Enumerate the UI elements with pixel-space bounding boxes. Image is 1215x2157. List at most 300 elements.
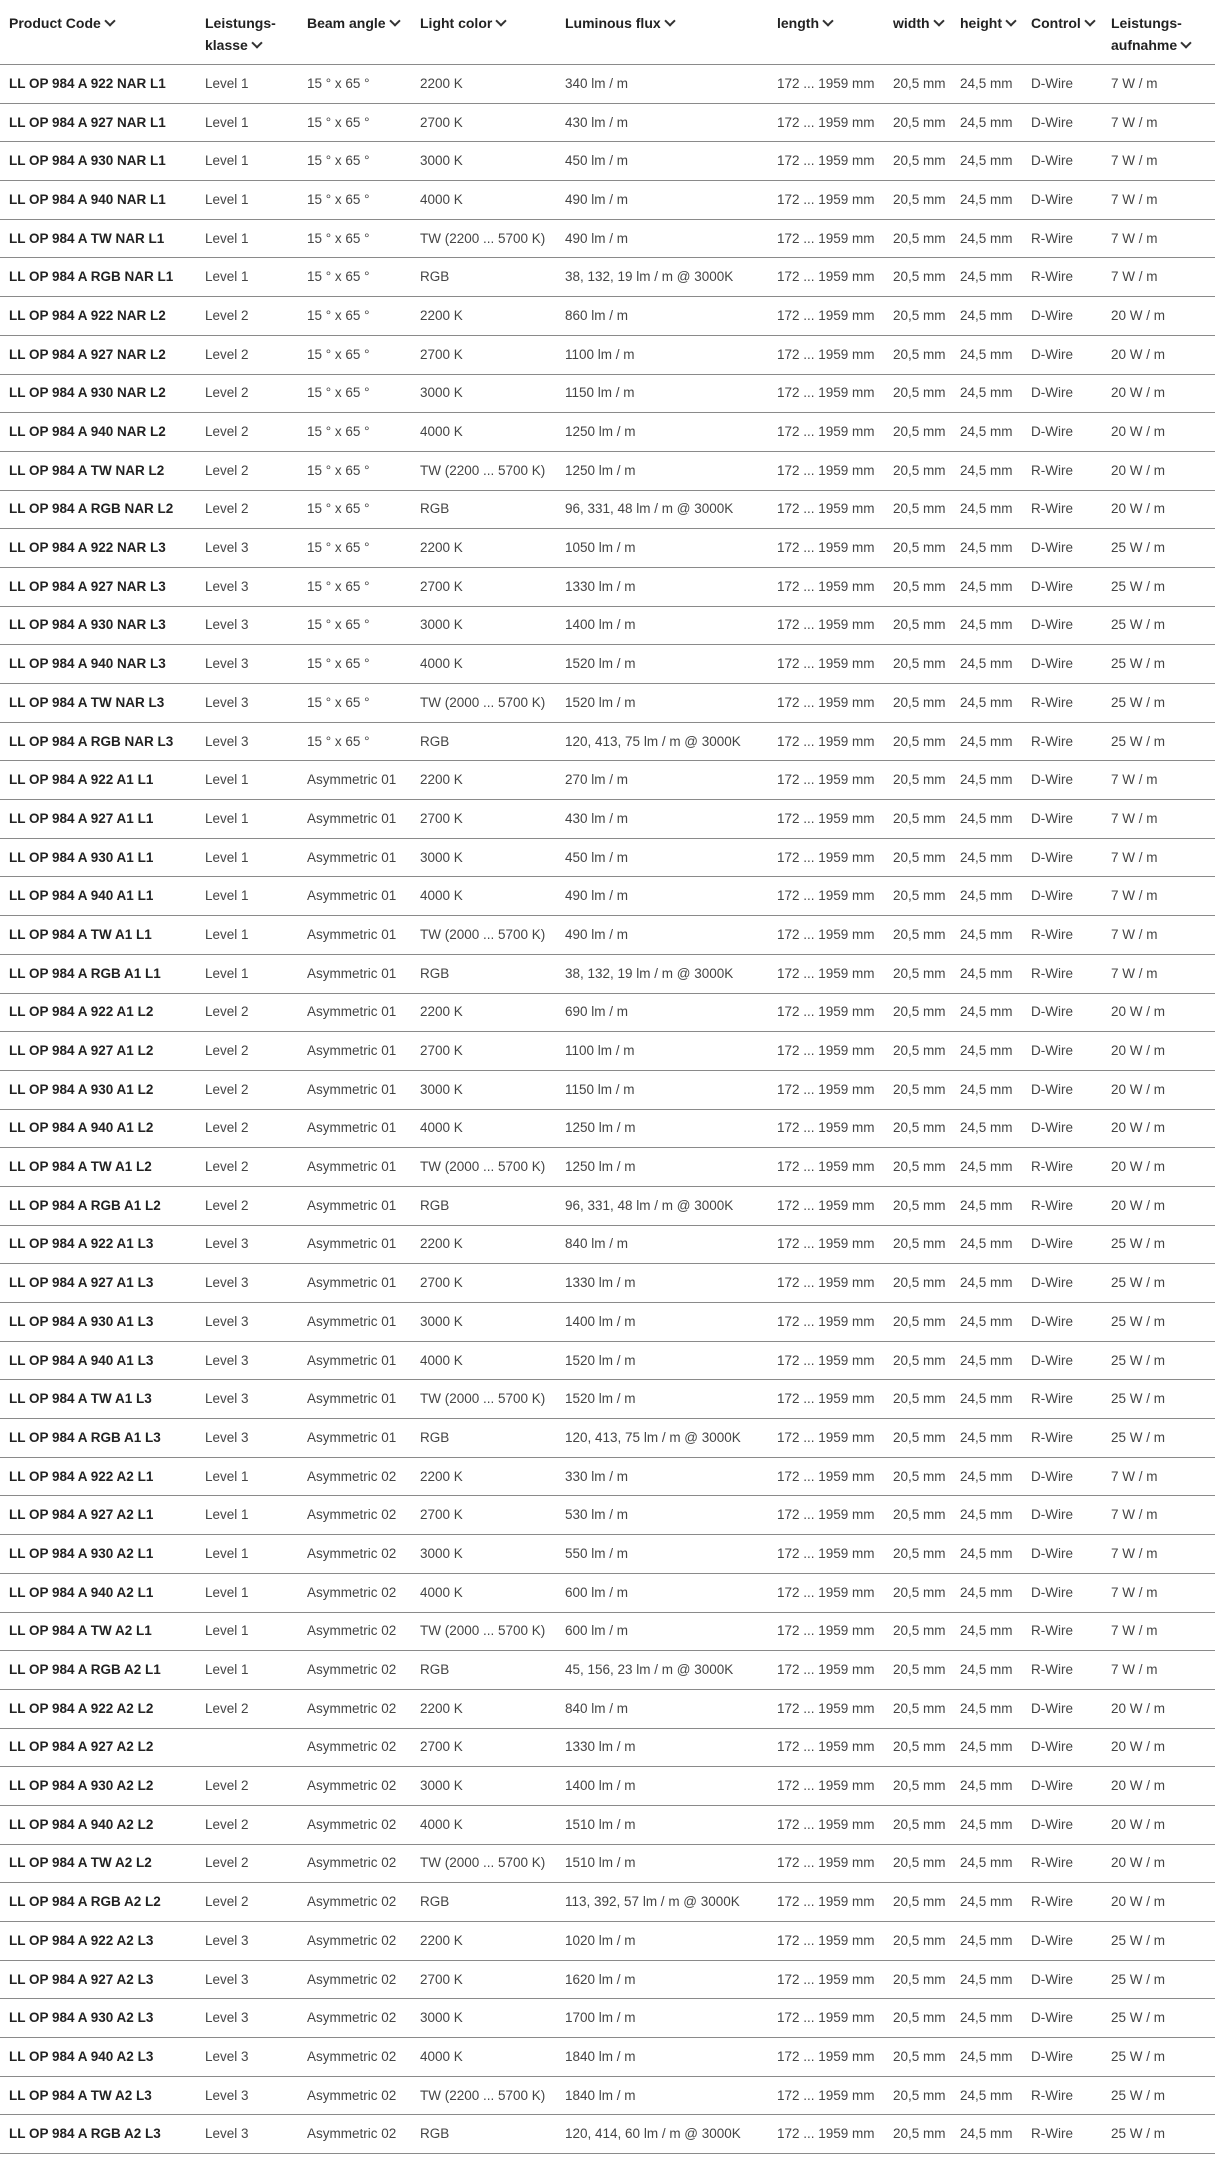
cell-code[interactable]: LL OP 984 A 922 A1 L2 [0, 993, 196, 1032]
cell-control: D-Wire [1022, 567, 1102, 606]
cell-control: D-Wire [1022, 1573, 1102, 1612]
cell-code[interactable]: LL OP 984 A TW A1 L2 [0, 1148, 196, 1187]
cell-width: 20,5 mm [884, 2115, 951, 2154]
cell-flux: 1520 lm / m [556, 684, 768, 723]
table-row[interactable] [0, 219, 1215, 258]
table-row[interactable] [0, 1535, 1215, 1574]
chevron-down-icon[interactable] [251, 37, 262, 48]
cell-code[interactable]: LL OP 984 A RGB A1 L1 [0, 954, 196, 993]
cell-beam: Asymmetric 02 [298, 1883, 411, 1922]
cell-height: 24,5 mm [951, 1805, 1022, 1844]
cell-length: 172 ... 1959 mm [768, 606, 884, 645]
cell-height: 24,5 mm [951, 451, 1022, 490]
table-row[interactable] [0, 606, 1215, 645]
cell-height: 24,5 mm [951, 1070, 1022, 1109]
cell-height: 24,5 mm [951, 606, 1022, 645]
cell-length: 172 ... 1959 mm [768, 65, 884, 104]
cell-control: D-Wire [1022, 1070, 1102, 1109]
table-row[interactable] [0, 1303, 1215, 1342]
table-row[interactable] [0, 65, 1215, 104]
cell-color: 2200 K [411, 993, 556, 1032]
cell-width: 20,5 mm [884, 1883, 951, 1922]
cell-flux: 450 lm / m [556, 838, 768, 877]
cell-control: R-Wire [1022, 684, 1102, 723]
cell-width: 20,5 mm [884, 916, 951, 955]
cell-code[interactable]: LL OP 984 A RGB NAR L1 [0, 258, 196, 297]
cell-beam: 15 ° x 65 ° [298, 451, 411, 490]
table-row[interactable] [0, 1573, 1215, 1612]
cell-code[interactable]: LL OP 984 A TW NAR L3 [0, 684, 196, 723]
table-row[interactable] [0, 1380, 1215, 1419]
table-row[interactable] [0, 838, 1215, 877]
cell-length: 172 ... 1959 mm [768, 567, 884, 606]
cell-code[interactable]: LL OP 984 A 940 A1 L3 [0, 1341, 196, 1380]
cell-code[interactable]: LL OP 984 A 940 A1 L2 [0, 1109, 196, 1148]
cell-klasse: Level 1 [196, 838, 298, 877]
column-header-label: Leistungs-aufnahme [1111, 15, 1182, 53]
cell-flux: 330 lm / m [556, 1457, 768, 1496]
cell-length: 172 ... 1959 mm [768, 877, 884, 916]
cell-beam: Asymmetric 01 [298, 800, 411, 839]
cell-power: 25 W / m [1102, 1922, 1215, 1961]
cell-klasse: Level 3 [196, 606, 298, 645]
cell-color: 4000 K [411, 181, 556, 220]
table-row[interactable] [0, 413, 1215, 452]
cell-power: 7 W / m [1102, 800, 1215, 839]
cell-height: 24,5 mm [951, 567, 1022, 606]
cell-control: D-Wire [1022, 1303, 1102, 1342]
cell-length: 172 ... 1959 mm [768, 1070, 884, 1109]
table-row[interactable] [0, 258, 1215, 297]
cell-klasse: Level 3 [196, 567, 298, 606]
cell-width: 20,5 mm [884, 606, 951, 645]
table-row[interactable] [0, 1922, 1215, 1961]
cell-beam: Asymmetric 01 [298, 954, 411, 993]
cell-height: 24,5 mm [951, 1612, 1022, 1651]
cell-control: D-Wire [1022, 1457, 1102, 1496]
column-header-power[interactable] [1102, 0, 1215, 65]
cell-code[interactable]: LL OP 984 A 930 A2 L2 [0, 1767, 196, 1806]
cell-height: 24,5 mm [951, 103, 1022, 142]
cell-color: 3000 K [411, 1767, 556, 1806]
cell-beam: Asymmetric 01 [298, 1341, 411, 1380]
cell-control: D-Wire [1022, 993, 1102, 1032]
cell-power: 20 W / m [1102, 1186, 1215, 1225]
chevron-down-icon[interactable] [664, 15, 675, 26]
cell-power: 20 W / m [1102, 1689, 1215, 1728]
cell-code[interactable]: LL OP 984 A 927 A1 L2 [0, 1032, 196, 1071]
table-row[interactable] [0, 1032, 1215, 1071]
table-row[interactable] [0, 1689, 1215, 1728]
table-row[interactable] [0, 684, 1215, 723]
cell-width: 20,5 mm [884, 1805, 951, 1844]
cell-code[interactable]: LL OP 984 A TW A2 L3 [0, 2076, 196, 2115]
cell-code[interactable]: LL OP 984 A 940 A1 L1 [0, 877, 196, 916]
cell-length: 172 ... 1959 mm [768, 2115, 884, 2154]
cell-width: 20,5 mm [884, 1612, 951, 1651]
cell-klasse: Level 1 [196, 877, 298, 916]
cell-length: 172 ... 1959 mm [768, 490, 884, 529]
column-header-label: length [777, 15, 819, 31]
cell-code[interactable]: LL OP 984 A 922 A2 L3 [0, 1922, 196, 1961]
cell-beam: 15 ° x 65 ° [298, 413, 411, 452]
column-header-beam[interactable] [298, 0, 411, 65]
cell-code[interactable]: LL OP 984 A 927 A2 L3 [0, 1960, 196, 1999]
cell-code[interactable]: LL OP 984 A 940 NAR L3 [0, 645, 196, 684]
column-header-length[interactable] [768, 0, 884, 65]
cell-power: 20 W / m [1102, 451, 1215, 490]
cell-flux: 1330 lm / m [556, 567, 768, 606]
table-row[interactable] [0, 1496, 1215, 1535]
cell-klasse: Level 2 [196, 1109, 298, 1148]
cell-power: 7 W / m [1102, 916, 1215, 955]
table-header [0, 0, 1215, 65]
cell-power: 20 W / m [1102, 1109, 1215, 1148]
cell-code[interactable]: LL OP 984 A TW A1 L3 [0, 1380, 196, 1419]
column-header-label: Product Code [9, 15, 101, 31]
table-row[interactable] [0, 1419, 1215, 1458]
cell-flux: 120, 413, 75 lm / m @ 3000K [556, 722, 768, 761]
cell-klasse: Level 1 [196, 761, 298, 800]
cell-beam: Asymmetric 01 [298, 761, 411, 800]
cell-flux: 1840 lm / m [556, 2076, 768, 2115]
cell-code[interactable]: LL OP 984 A RGB NAR L3 [0, 722, 196, 761]
cell-klasse: Level 2 [196, 451, 298, 490]
cell-code[interactable]: LL OP 984 A 922 A1 L1 [0, 761, 196, 800]
cell-height: 24,5 mm [951, 297, 1022, 336]
cell-code[interactable]: LL OP 984 A RGB A2 L2 [0, 1883, 196, 1922]
cell-width: 20,5 mm [884, 1689, 951, 1728]
cell-klasse: Level 1 [196, 1496, 298, 1535]
cell-width: 20,5 mm [884, 1844, 951, 1883]
chevron-down-icon[interactable] [822, 15, 833, 26]
cell-power: 25 W / m [1102, 529, 1215, 568]
cell-power: 25 W / m [1102, 1960, 1215, 1999]
table-row[interactable] [0, 1341, 1215, 1380]
table-row[interactable] [0, 374, 1215, 413]
cell-beam: Asymmetric 01 [298, 1148, 411, 1187]
cell-length: 172 ... 1959 mm [768, 529, 884, 568]
cell-code[interactable]: LL OP 984 A 930 A2 L3 [0, 1999, 196, 2038]
cell-beam: Asymmetric 01 [298, 1109, 411, 1148]
chevron-down-icon[interactable] [1180, 37, 1191, 48]
cell-control: D-Wire [1022, 1805, 1102, 1844]
cell-flux: 550 lm / m [556, 1535, 768, 1574]
table-row[interactable] [0, 2115, 1215, 2154]
table-row[interactable] [0, 916, 1215, 955]
cell-power: 25 W / m [1102, 1264, 1215, 1303]
table-row[interactable] [0, 1612, 1215, 1651]
cell-height: 24,5 mm [951, 65, 1022, 104]
cell-flux: 1700 lm / m [556, 1999, 768, 2038]
cell-length: 172 ... 1959 mm [768, 1032, 884, 1071]
table-row[interactable] [0, 877, 1215, 916]
cell-flux: 1050 lm / m [556, 529, 768, 568]
cell-code[interactable]: LL OP 984 A 922 A2 L1 [0, 1457, 196, 1496]
column-header-label: Light color [420, 15, 493, 31]
cell-beam: Asymmetric 02 [298, 1999, 411, 2038]
chevron-down-icon[interactable] [1084, 15, 1095, 26]
cell-code[interactable]: LL OP 984 A TW A2 L2 [0, 1844, 196, 1883]
cell-code[interactable]: LL OP 984 A RGB A2 L1 [0, 1651, 196, 1690]
table-row[interactable] [0, 1883, 1215, 1922]
cell-code[interactable]: LL OP 984 A 922 NAR L2 [0, 297, 196, 336]
table-row[interactable] [0, 1264, 1215, 1303]
cell-width: 20,5 mm [884, 993, 951, 1032]
cell-width: 20,5 mm [884, 335, 951, 374]
header-row [0, 0, 1215, 65]
cell-beam: Asymmetric 02 [298, 1728, 411, 1767]
cell-klasse: Level 3 [196, 2115, 298, 2154]
chevron-down-icon[interactable] [104, 15, 115, 26]
cell-klasse: Level 1 [196, 1457, 298, 1496]
cell-beam: Asymmetric 02 [298, 1922, 411, 1961]
cell-height: 24,5 mm [951, 490, 1022, 529]
cell-control: R-Wire [1022, 916, 1102, 955]
cell-power: 20 W / m [1102, 1805, 1215, 1844]
table-row[interactable] [0, 2076, 1215, 2115]
table-row[interactable] [0, 722, 1215, 761]
chevron-down-icon[interactable] [389, 15, 400, 26]
table-row[interactable] [0, 1186, 1215, 1225]
cell-power: 7 W / m [1102, 838, 1215, 877]
cell-flux: 450 lm / m [556, 142, 768, 181]
cell-width: 20,5 mm [884, 1999, 951, 2038]
cell-control: R-Wire [1022, 1844, 1102, 1883]
cell-klasse: Level 2 [196, 1844, 298, 1883]
table-row[interactable] [0, 1651, 1215, 1690]
cell-height: 24,5 mm [951, 1032, 1022, 1071]
cell-length: 172 ... 1959 mm [768, 258, 884, 297]
cell-height: 24,5 mm [951, 645, 1022, 684]
cell-code[interactable]: LL OP 984 A 940 NAR L2 [0, 413, 196, 452]
cell-length: 172 ... 1959 mm [768, 722, 884, 761]
cell-code[interactable]: LL OP 984 A 927 A2 L2 [0, 1728, 196, 1767]
cell-klasse: Level 2 [196, 413, 298, 452]
cell-beam: Asymmetric 02 [298, 1612, 411, 1651]
cell-control: D-Wire [1022, 103, 1102, 142]
table-row[interactable] [0, 529, 1215, 568]
cell-color: 2700 K [411, 335, 556, 374]
cell-width: 20,5 mm [884, 103, 951, 142]
cell-length: 172 ... 1959 mm [768, 1883, 884, 1922]
cell-width: 20,5 mm [884, 1922, 951, 1961]
cell-flux: 1330 lm / m [556, 1728, 768, 1767]
cell-width: 20,5 mm [884, 1109, 951, 1148]
cell-height: 24,5 mm [951, 1264, 1022, 1303]
table-row[interactable] [0, 297, 1215, 336]
cell-length: 172 ... 1959 mm [768, 1728, 884, 1767]
cell-length: 172 ... 1959 mm [768, 1960, 884, 1999]
column-header-width[interactable] [884, 0, 951, 65]
cell-code[interactable]: LL OP 984 A 930 A1 L2 [0, 1070, 196, 1109]
cell-width: 20,5 mm [884, 1457, 951, 1496]
cell-length: 172 ... 1959 mm [768, 1535, 884, 1574]
column-header-code[interactable] [0, 0, 196, 65]
table-row[interactable] [0, 490, 1215, 529]
cell-flux: 840 lm / m [556, 1225, 768, 1264]
cell-code[interactable]: LL OP 984 A TW NAR L2 [0, 451, 196, 490]
cell-height: 24,5 mm [951, 1651, 1022, 1690]
cell-height: 24,5 mm [951, 1573, 1022, 1612]
cell-code[interactable]: LL OP 984 A 927 A1 L3 [0, 1264, 196, 1303]
cell-code[interactable]: LL OP 984 A 940 A2 L3 [0, 2038, 196, 2077]
cell-power: 20 W / m [1102, 374, 1215, 413]
table-row[interactable] [0, 1457, 1215, 1496]
table-row[interactable] [0, 1767, 1215, 1806]
table-row[interactable] [0, 993, 1215, 1032]
table-row[interactable] [0, 1225, 1215, 1264]
column-header-height[interactable] [951, 0, 1022, 65]
cell-code[interactable]: LL OP 984 A RGB A1 L3 [0, 1419, 196, 1458]
cell-flux: 1520 lm / m [556, 645, 768, 684]
cell-length: 172 ... 1959 mm [768, 1767, 884, 1806]
cell-width: 20,5 mm [884, 142, 951, 181]
table-row[interactable] [0, 2038, 1215, 2077]
cell-code[interactable]: LL OP 984 A TW A2 L1 [0, 1612, 196, 1651]
cell-flux: 1520 lm / m [556, 1380, 768, 1419]
cell-power: 7 W / m [1102, 103, 1215, 142]
cell-code[interactable]: LL OP 984 A 922 NAR L1 [0, 65, 196, 104]
cell-color: 4000 K [411, 877, 556, 916]
cell-code[interactable]: LL OP 984 A 940 NAR L1 [0, 181, 196, 220]
cell-height: 24,5 mm [951, 993, 1022, 1032]
table-row[interactable] [0, 1148, 1215, 1187]
cell-beam: Asymmetric 01 [298, 1303, 411, 1342]
cell-power: 7 W / m [1102, 954, 1215, 993]
cell-code[interactable]: LL OP 984 A 930 NAR L1 [0, 142, 196, 181]
cell-length: 172 ... 1959 mm [768, 1922, 884, 1961]
cell-control: D-Wire [1022, 1922, 1102, 1961]
table-row[interactable] [0, 103, 1215, 142]
table-row[interactable] [0, 1805, 1215, 1844]
cell-width: 20,5 mm [884, 838, 951, 877]
column-header-label: Luminous flux [565, 15, 661, 31]
cell-power: 7 W / m [1102, 181, 1215, 220]
cell-control: D-Wire [1022, 1767, 1102, 1806]
cell-height: 24,5 mm [951, 800, 1022, 839]
column-header-control[interactable] [1022, 0, 1102, 65]
cell-code[interactable]: LL OP 984 A TW A1 L1 [0, 916, 196, 955]
cell-height: 24,5 mm [951, 2038, 1022, 2077]
chevron-down-icon[interactable] [496, 15, 507, 26]
cell-code[interactable]: LL OP 984 A 927 A1 L1 [0, 800, 196, 839]
table-row[interactable] [0, 1728, 1215, 1767]
cell-code[interactable]: LL OP 984 A RGB A1 L2 [0, 1186, 196, 1225]
cell-height: 24,5 mm [951, 1689, 1022, 1728]
cell-control: D-Wire [1022, 1032, 1102, 1071]
cell-klasse [196, 1728, 298, 1767]
cell-height: 24,5 mm [951, 1457, 1022, 1496]
cell-code[interactable]: LL OP 984 A 922 A1 L3 [0, 1225, 196, 1264]
column-header-klasse[interactable] [196, 0, 298, 65]
cell-height: 24,5 mm [951, 1186, 1022, 1225]
chevron-down-icon[interactable] [1005, 15, 1016, 26]
cell-code[interactable]: LL OP 984 A 930 A1 L1 [0, 838, 196, 877]
table-row[interactable] [0, 1109, 1215, 1148]
cell-width: 20,5 mm [884, 954, 951, 993]
table-row[interactable] [0, 761, 1215, 800]
cell-power: 25 W / m [1102, 606, 1215, 645]
cell-color: 2700 K [411, 1960, 556, 1999]
table-row[interactable] [0, 567, 1215, 606]
cell-flux: 1250 lm / m [556, 1109, 768, 1148]
cell-code[interactable]: LL OP 984 A RGB A2 L3 [0, 2115, 196, 2154]
cell-klasse: Level 1 [196, 181, 298, 220]
table-row[interactable] [0, 954, 1215, 993]
cell-code[interactable]: LL OP 984 A 930 NAR L2 [0, 374, 196, 413]
cell-color: 3000 K [411, 606, 556, 645]
table-row[interactable] [0, 451, 1215, 490]
cell-code[interactable]: LL OP 984 A RGB NAR L2 [0, 490, 196, 529]
cell-color: 2700 K [411, 103, 556, 142]
cell-length: 172 ... 1959 mm [768, 838, 884, 877]
table-row[interactable] [0, 181, 1215, 220]
cell-color: 2700 K [411, 1264, 556, 1303]
cell-code[interactable]: LL OP 984 A 940 A2 L2 [0, 1805, 196, 1844]
cell-power: 7 W / m [1102, 1651, 1215, 1690]
cell-color: RGB [411, 490, 556, 529]
cell-code[interactable]: LL OP 984 A 922 A2 L2 [0, 1689, 196, 1728]
cell-control: D-Wire [1022, 606, 1102, 645]
cell-flux: 530 lm / m [556, 1496, 768, 1535]
table-row[interactable] [0, 335, 1215, 374]
cell-length: 172 ... 1959 mm [768, 1689, 884, 1728]
cell-height: 24,5 mm [951, 529, 1022, 568]
cell-code[interactable]: LL OP 984 A 922 NAR L3 [0, 529, 196, 568]
cell-height: 24,5 mm [951, 954, 1022, 993]
cell-flux: 840 lm / m [556, 1689, 768, 1728]
cell-code[interactable]: LL OP 984 A 927 NAR L3 [0, 567, 196, 606]
table-row[interactable] [0, 142, 1215, 181]
table-row[interactable] [0, 1070, 1215, 1109]
column-header-color[interactable] [411, 0, 556, 65]
cell-length: 172 ... 1959 mm [768, 181, 884, 220]
table-row[interactable] [0, 1960, 1215, 1999]
cell-length: 172 ... 1959 mm [768, 1805, 884, 1844]
cell-height: 24,5 mm [951, 1767, 1022, 1806]
cell-color: 2200 K [411, 1922, 556, 1961]
cell-code[interactable]: LL OP 984 A 927 A2 L1 [0, 1496, 196, 1535]
cell-code[interactable]: LL OP 984 A 930 NAR L3 [0, 606, 196, 645]
cell-beam: 15 ° x 65 ° [298, 65, 411, 104]
table-row[interactable] [0, 800, 1215, 839]
table-row[interactable] [0, 1844, 1215, 1883]
cell-flux: 600 lm / m [556, 1612, 768, 1651]
cell-code[interactable]: LL OP 984 A 940 A2 L1 [0, 1573, 196, 1612]
cell-length: 172 ... 1959 mm [768, 761, 884, 800]
cell-width: 20,5 mm [884, 1728, 951, 1767]
cell-code[interactable]: LL OP 984 A 930 A2 L1 [0, 1535, 196, 1574]
cell-power: 7 W / m [1102, 258, 1215, 297]
table-row[interactable] [0, 645, 1215, 684]
cell-klasse: Level 3 [196, 1225, 298, 1264]
column-header-flux[interactable] [556, 0, 768, 65]
cell-code[interactable]: LL OP 984 A 930 A1 L3 [0, 1303, 196, 1342]
cell-code[interactable]: LL OP 984 A 927 NAR L2 [0, 335, 196, 374]
cell-control: R-Wire [1022, 258, 1102, 297]
cell-control: D-Wire [1022, 645, 1102, 684]
cell-control: D-Wire [1022, 1225, 1102, 1264]
cell-klasse: Level 3 [196, 1419, 298, 1458]
chevron-down-icon[interactable] [933, 15, 944, 26]
table-row[interactable] [0, 1999, 1215, 2038]
cell-code[interactable]: LL OP 984 A 927 NAR L1 [0, 103, 196, 142]
cell-width: 20,5 mm [884, 1303, 951, 1342]
cell-color: TW (2000 ... 5700 K) [411, 1844, 556, 1883]
cell-code[interactable]: LL OP 984 A TW NAR L1 [0, 219, 196, 258]
cell-length: 172 ... 1959 mm [768, 1109, 884, 1148]
